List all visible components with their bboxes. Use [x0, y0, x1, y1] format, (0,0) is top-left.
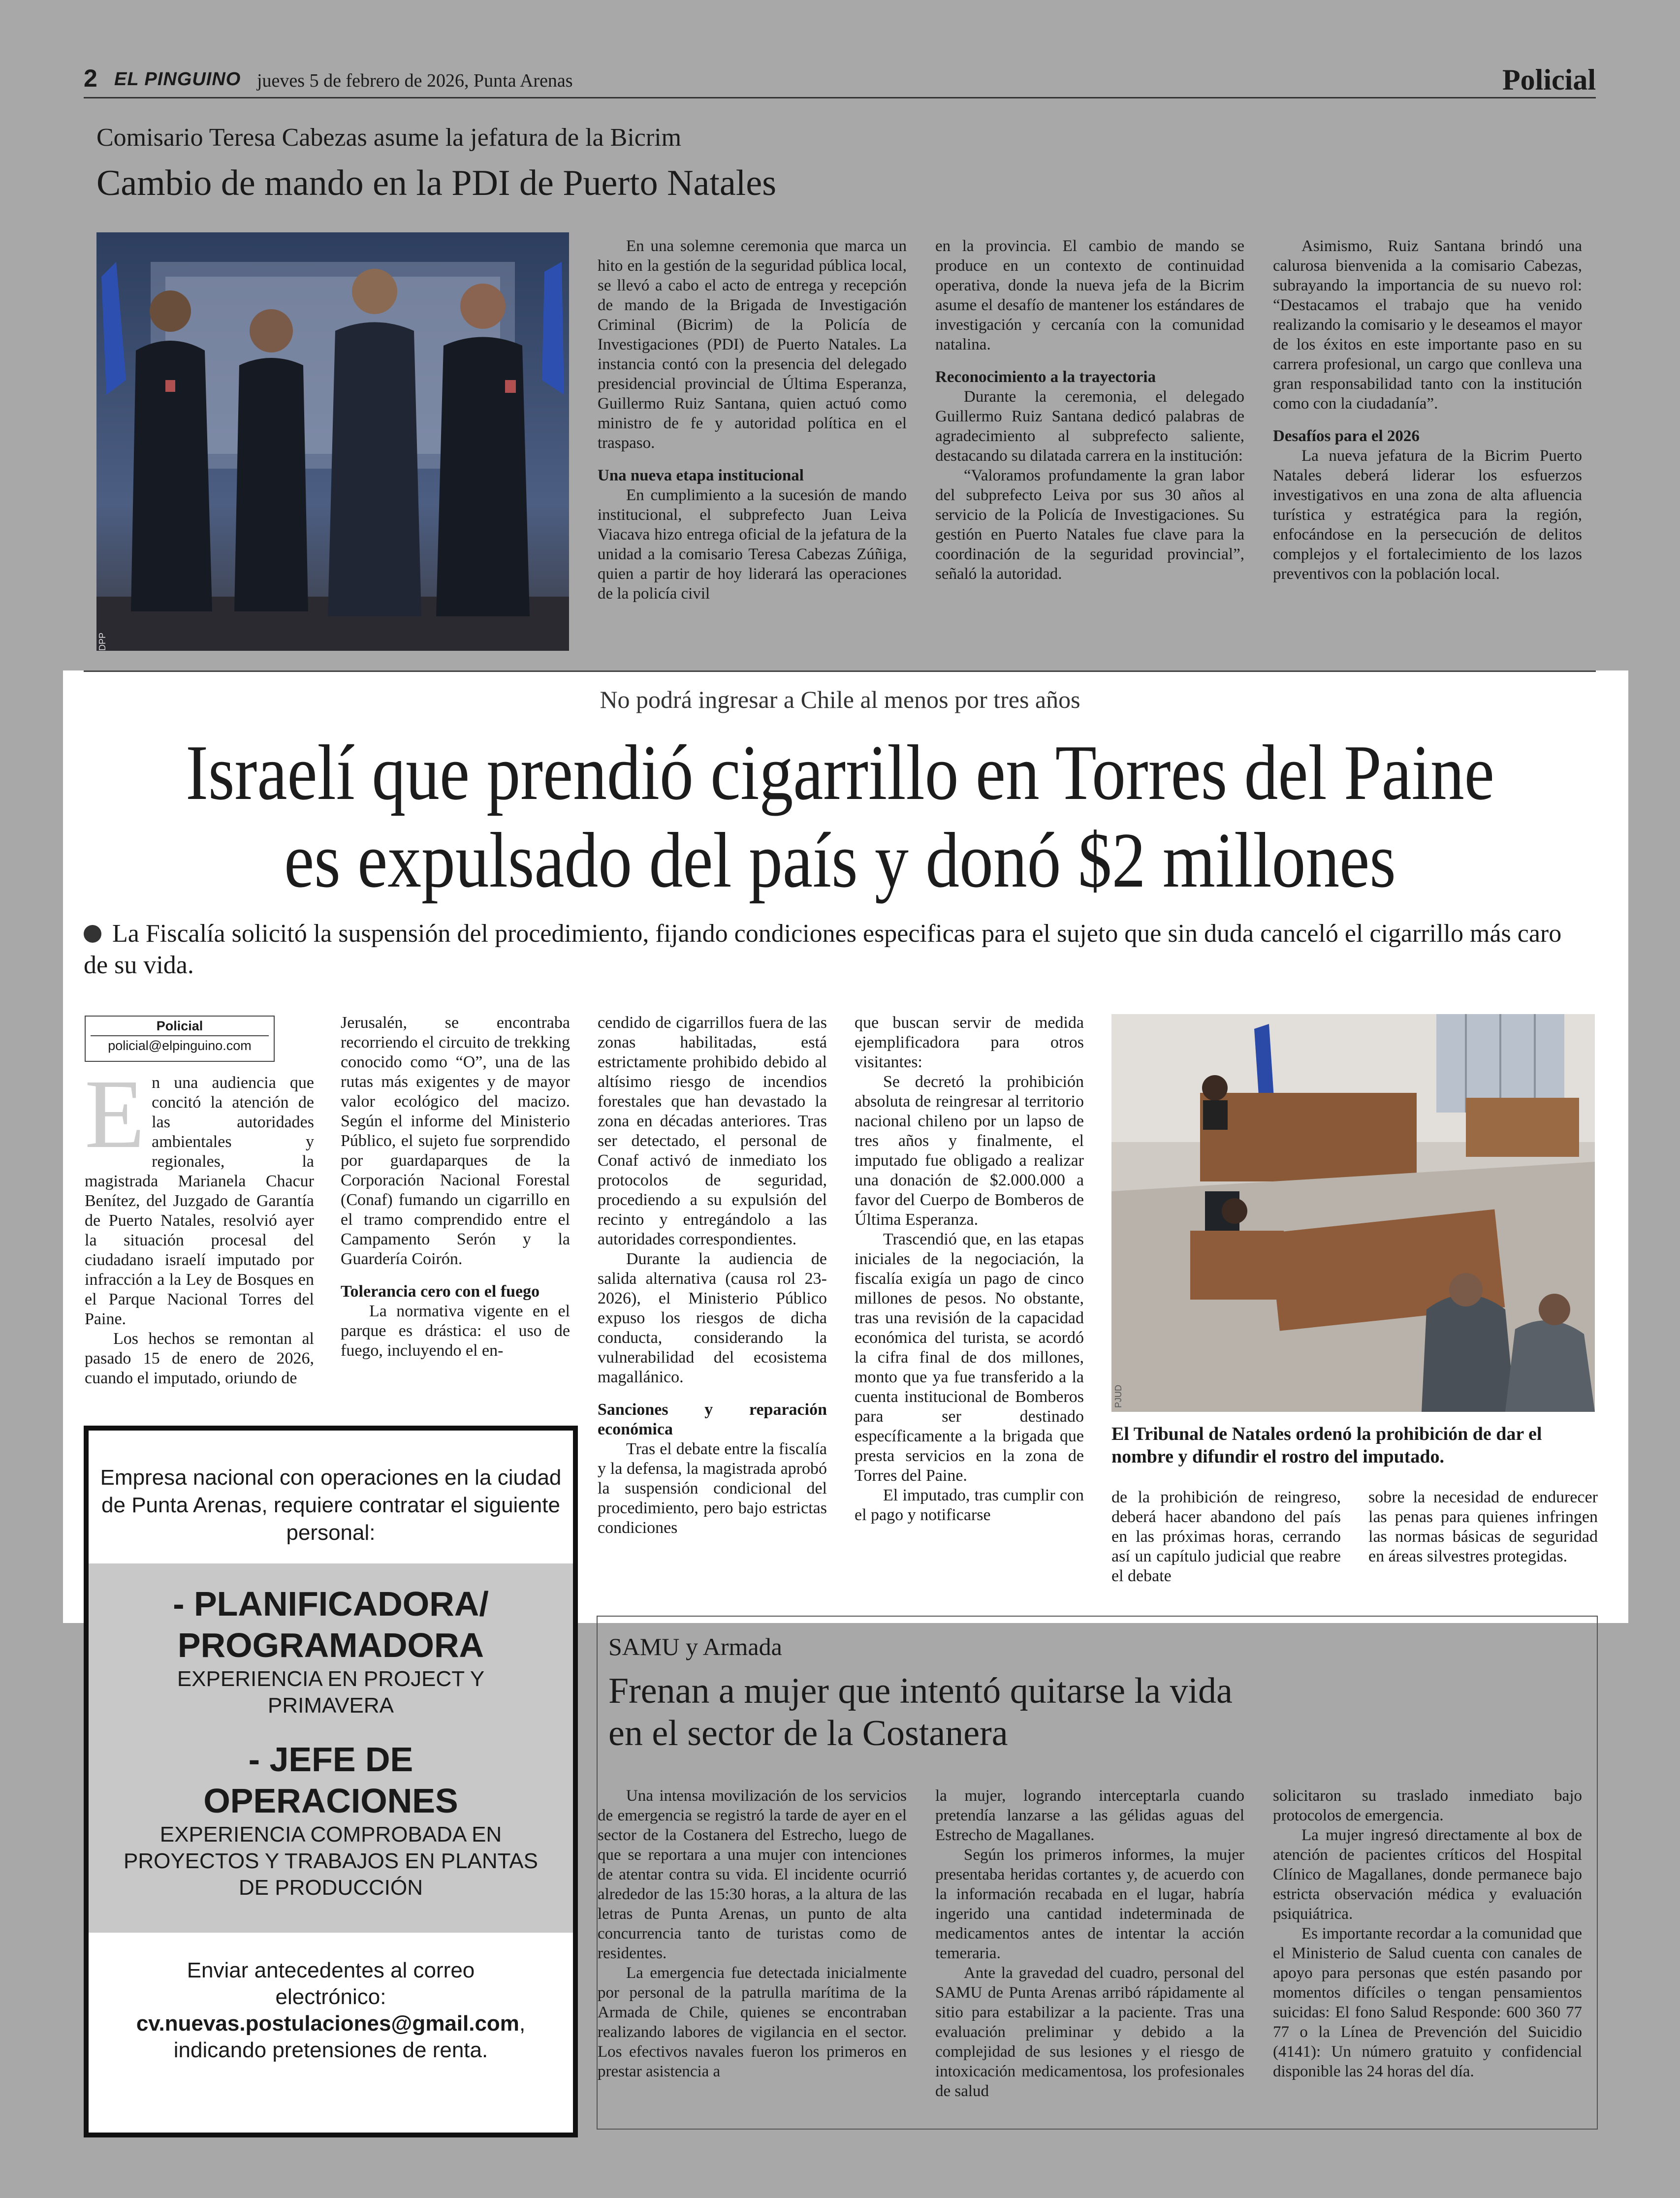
top-article-column-1 [598, 236, 907, 604]
photo-credit: DPP [97, 632, 107, 651]
date-line: jueves 5 de febrero de 2026, Punta Arenas [257, 70, 573, 91]
samu-column-2 [935, 1786, 1244, 2101]
ad-tail: , indicando pretensiones de renta. [173, 2011, 526, 2062]
byline-box [85, 1016, 275, 1062]
samu-article-kicker: SAMU y Armada [608, 1633, 782, 1660]
samu-column-1 [598, 1786, 907, 2081]
top-paragraph: La nueva jefatura de la Bicrim Puerto Natales deberá liderar los esfuerzos investigativos en una zona de alta afluencia turística y estratégica para la región, enfocándose en la persecución de delitos complejos y el fortalecimiento de los lazos preventivos con la población local. [1273, 447, 1582, 583]
main-column-2 [341, 1013, 570, 1361]
main-paragraph: Durante la audiencia de salida alternativa (causa rol 23-2026), el Ministerio Público expuso los riesgos de dicha conducta, considerando la vulnerabilidad del ecosistema magallánico. [598, 1250, 827, 1386]
ad-job-2-detail: EXPERIENCIA COMPROBADA EN PROYECTOS Y TRABAJOS EN PLANTAS DE PRODUCCIÓN [124, 1822, 538, 1900]
samu-paragraph: La mujer ingresó directamente al box de atención de pacientes críticos del Hospital Clínico de Magallanes, donde permanece bajo estricta observación médica y evaluación psiquiátrica. [1273, 1826, 1582, 1923]
main-column-5 [1111, 1488, 1341, 1586]
newspaper-name: EL PINGUINO [114, 69, 241, 90]
divider [84, 670, 1596, 672]
samu-paragraph: solicitaron su traslado inmediato bajo protocolos de emergencia. [1273, 1787, 1582, 1824]
headline-line-2: es expulsado del país y donó $2 millones [284, 816, 1396, 904]
main-article-lead [84, 918, 1590, 981]
ad-job-2-title: - JEFE DE OPERACIONES [203, 1740, 458, 1820]
top-quote: “Valoramos profundamente la gran labor del subprefecto Leiva por sus 30 años al servicio de la Policía de Investigaciones. Su gestión en Puerto Natales fue clave para la coordinación de la seguridad provincial”, señaló la autoridad. [935, 467, 1244, 583]
page-header [84, 60, 1596, 98]
byline-section: Policial [91, 1017, 269, 1036]
main-paragraph: Tras el debate entre la fiscalía y la defensa, la magistrada aprobó la suspensión condicional del procedimiento, pero bajo estrictas condiciones [598, 1440, 827, 1537]
top-paragraph: En cumplimiento a la sucesión de mando institucional, el subprefecto Juan Leiva Viacava hizo entrega oficial de la jefatura de la unidad a la comisario Teresa Cabezas Zúñiga, quien a partir de hoy liderará las operaciones de la policía civil [598, 486, 907, 603]
ad-job-1-detail: EXPERIENCIA EN PROJECT Y PRIMAVERA [177, 1667, 485, 1718]
main-paragraph: Jerusalén, se encontraba recorriendo el circuito de trekking conocido como “O”, una de las rutas más exigentes y de mayor valor ecológico del macizo. Según el informe del Ministerio Público, el sujeto fue sorprendido por guardaparques de la Corporación Nacional Forestal (Conaf) fumando un cigarrillo en el tramo comprendido entre el Campamento Serón y la Guardería Coirón. [341, 1014, 570, 1268]
top-paragraph: En una solemne ceremonia que marca un hito en la gestión de la seguridad pública local, se llevó a cabo el acto de entrega y recepción de mando de la Brigada de Investigación Criminal (Bicrim) de la Policía de Investigaciones (PDI) de Puerto Natales. La instancia contó con la presencia del delegado presidencial provincial de Última Esperanza, Guillermo Ruiz Santana, quien actuó como ministro de fe y autoridad política en el traspaso. [598, 237, 907, 452]
main-paragraph: n una audiencia que concitó la atención de las autoridades ambientales y regionales, la magistrada Marianela Chacur Benítez, del Juzgado de Garantía de Puerto Natales, resolvió ayer la situación procesal del ciudadano israelí imputado por infracción a la Ley de Bosques en el Parque Nacional Torres del Paine. [85, 1074, 314, 1328]
samu-paragraph: Una intensa movilización de los servicios de emergencia se registró la tarde de ayer en el sector de la Costanera del Estrecho, luego de que se reportara a una mujer con intenciones de atentar contra su vida. El incidente ocurrió alrededor de las 15:30 horas, a la altura de las letras de Punta Arenas, un punto de alta concurrencia tanto de turistas como de residentes. [598, 1787, 907, 1962]
byline-email: policial@elpinguino.com [108, 1038, 252, 1053]
main-subheading-1: Tolerancia cero con el fuego [341, 1282, 540, 1301]
top-article-column-2 [935, 236, 1244, 584]
main-paragraph: cendido de cigarrillos fuera de las zonas habilitadas, está estrictamente prohibido debido al altísimo riesgo de incendios forestales que han devastado la zona en décadas anteriores. Tras ser detectado, el personal de Conaf activó de inmediato los protocolos de seguridad, procediendo a su expulsión del recinto y entregándolo a las autoridades correspondientes. [598, 1014, 827, 1248]
ad-contact [89, 1933, 573, 2133]
top-paragraph: en la provincia. El cambio de mando se produce en un contexto de continuidad operativa, donde la nueva jefa de la Bicrim asume el desafío de mantener los estándares de investigación y cercanía con la comunidad natalina. [935, 237, 1244, 353]
samu-paragraph: la mujer, logrando interceptarla cuando pretendía lanzarse a las gélidas aguas del Estrecho de Magallanes. [935, 1787, 1244, 1844]
courtroom-photo [1111, 1014, 1595, 1412]
top-article-kicker: Comisario Teresa Cabezas asume la jefatura de la Bicrim [96, 124, 682, 152]
main-paragraph: El imputado, tras cumplir con el pago y notificarse [855, 1486, 1084, 1524]
ceremony-photo [96, 232, 569, 651]
main-paragraph: Se decretó la prohibición absoluta de reingresar al territorio nacional chileno por un lapso de tres años y finalmente, el imputado fue obligado a realizar una donación de $2.000.000 a favor del Cuerpo de Bomberos de Última Esperanza. [855, 1073, 1084, 1229]
main-article-kicker: No podrá ingresar a Chile al menos por tres años [600, 686, 1080, 713]
samu-paragraph: Ante la gravedad del cuadro, personal del SAMU de Punta Arenas arribó rápidamente al sitio para estabilizar a la paciente. Tras una evaluación preliminar y debido a la complejidad de sus lesiones y el riesgo de intoxicación medicamentosa, los profesionales de salud [935, 1964, 1244, 2100]
top-subheading-2: Reconocimiento a la trayectoria [935, 368, 1156, 386]
ad-send-text: Enviar antecedentes al correo electrónico: [187, 1958, 475, 2009]
top-article-title: Cambio de mando en la PDI de Puerto Natales [96, 163, 776, 203]
lead-text: La Fiscalía solicitó la suspensión del procedimiento, fijando condiciones especificas para el sujeto que sin duda canceló el cigarrillo más caro de su vida. [84, 920, 1562, 979]
section-title: Policial [1502, 64, 1596, 96]
main-paragraph: La normativa vigente en el parque es drástica: el uso de fuego, incluyendo el en- [341, 1302, 570, 1360]
main-paragraph: Trascendió que, en las etapas iniciales de la negociación, la fiscalía exigía un pago de cinco millones de pesos. No obstante, tras una revisión de la capacidad económica del turista, se acordó la cifra final de dos millones, monto que ya fue transferido a la cuenta institucional de Bomberos para ser destinado específicamente a la brigada que presta servicios en la zona de Torres del Paine. [855, 1230, 1084, 1485]
main-paragraph: sobre la necesidad de endurecer las penas para quienes infringen las normas básicas de seguridad en áreas silvestres protegidas. [1368, 1488, 1598, 1565]
samu-paragraph: Es importante recordar a la comunidad que el Ministerio de Salud cuenta con canales de apoyo para personas que estén pasando por momentos difíciles o tengan pensamientos suicidas: El fono Salud Responde: 600 360 77 77 o la Línea de Prevención del Suicidio (4141): Un número gratuito y confidencial disponible las 24 horas del día. [1273, 1925, 1582, 2080]
top-paragraph: Asimismo, Ruiz Santana brindó una calurosa bienvenida a la comisario Cabezas, subrayando la importancia de su nuevo rol: “Destacamos el trabajo que ha venido realizando la comisario y le deseamos el mayor de los éxitos en este importante paso en su carrera profesional, un cargo que conlleva una gran responsabilidad tanto con la institución como con la ciudadanía”. [1273, 237, 1582, 413]
main-column-3 [598, 1013, 827, 1538]
ad-job-1-title: - PLANIFICADORA/ PROGRAMADORA [173, 1585, 489, 1664]
samu-column-3 [1273, 1786, 1582, 2081]
samu-paragraph: La emergencia fue detectada inicialmente por personal de la patrulla marítima de la Armada de Chile, quienes se encontraban realizando labores de vigilancia en el sector. Los efectivos navales fueron los primeros en prestar asistencia a [598, 1964, 907, 2080]
ad-email[interactable]: cv.nuevas.postulaciones@gmail.com [136, 2011, 519, 2036]
main-column-6 [1368, 1488, 1598, 1566]
main-subheading-2: Sanciones y reparación económica [598, 1401, 827, 1438]
page-number: 2 [84, 64, 97, 92]
main-column-1 [85, 1060, 314, 1388]
photo-caption: El Tribunal de Natales ordenó la prohibición de dar el nombre y difundir el rostro del imputado. [1111, 1424, 1542, 1467]
job-advertisement [84, 1426, 578, 2137]
samu-article-title: Frenan a mujer que intentó quitarse la vida en el sector de la Costanera [608, 1671, 1233, 1753]
ad-intro: Empresa nacional con operaciones en la ciudad de Punta Arenas, requiere contratar el siguiente personal: [89, 1431, 573, 1563]
top-paragraph: Durante la ceremonia, el delegado Guillermo Ruiz Santana dedicó palabras de agradecimiento al subprefecto saliente, destacando su dilatada carrera en la institución: [935, 388, 1244, 465]
headline-line-1: Israelí que prendió cigarrillo en Torres del Paine [186, 729, 1494, 816]
bullet-icon [84, 925, 101, 943]
main-paragraph: Los hechos se remontan al pasado 15 de enero de 2026, cuando el imputado, oriundo de [85, 1330, 314, 1387]
ad-jobs [89, 1563, 573, 1933]
drop-cap: E [85, 1060, 145, 1169]
top-subheading-1: Una nueva etapa institucional [598, 467, 804, 484]
samu-paragraph: Según los primeros informes, la mujer presentaba heridas cortantes y, de acuerdo con la información recabada en el lugar, habría ingerido una cantidad indeterminada de medicamentos antes de intentar la acción temeraria. [935, 1846, 1244, 1962]
main-paragraph: que buscan servir de medida ejemplificadora para otros visitantes: [855, 1014, 1084, 1071]
photo-credit: PJUD [1113, 1384, 1123, 1408]
main-article-headline [118, 729, 1562, 904]
main-paragraph: de la prohibición de reingreso, deberá hacer abandono del país en las próximas horas, cerrando así un capítulo judicial que reabre el debate [1111, 1488, 1341, 1585]
top-article-column-3 [1273, 236, 1582, 584]
main-column-4 [855, 1013, 1084, 1525]
top-subheading-3: Desafíos para el 2026 [1273, 427, 1420, 445]
